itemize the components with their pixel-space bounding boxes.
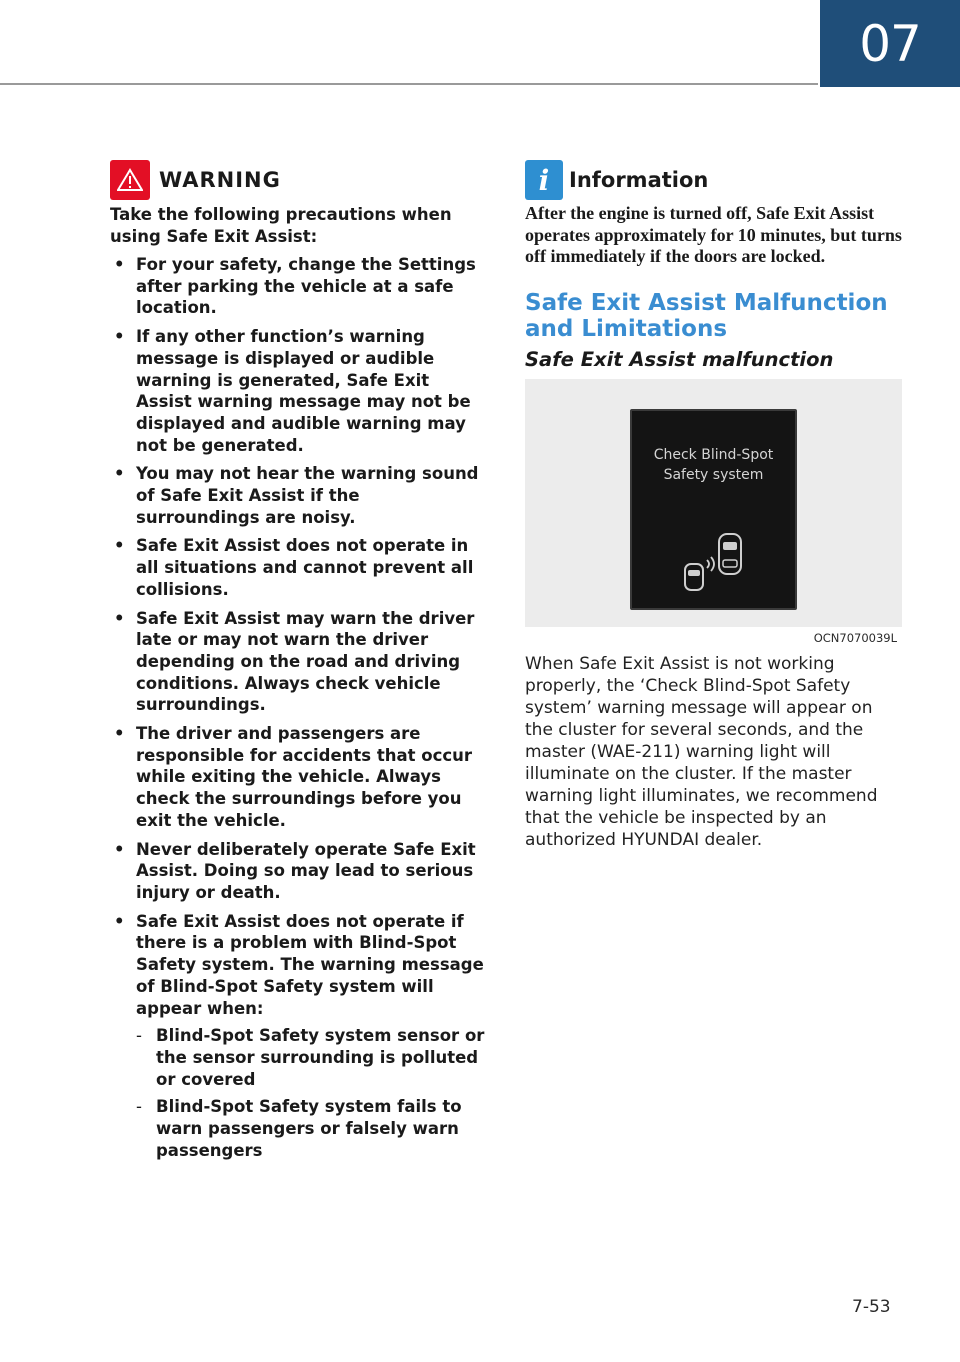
information-icon: i	[525, 160, 563, 200]
warning-icon	[110, 160, 150, 200]
page-number: 7-53	[852, 1297, 891, 1317]
sub-list-item: - Blind-Spot Safety system fails to warn passengers or falsely warn passengers	[136, 1096, 485, 1161]
cluster-display	[630, 409, 797, 610]
cluster-message-line2: Safety system	[663, 466, 764, 483]
list-item: • Safe Exit Assist may warn the driver late or may not warn the driver depending on the road and driving conditions. Always check vehicle surroundings.	[110, 608, 485, 717]
cluster-figure	[525, 379, 902, 627]
warning-column	[110, 160, 485, 1168]
warning-title: WARNING	[159, 168, 281, 192]
list-item: • Never deliberately operate Safe Exit Assist. Doing so may lead to serious injury or death.	[110, 839, 485, 904]
list-item: • Safe Exit Assist does not operate in all situations and cannot prevent all collisions.	[110, 535, 485, 600]
list-item: • If any other function’s warning message is displayed or audible warning is generated, Safe Exit Assist warning message may not be displayed and audible warning may not be generated.	[110, 326, 485, 456]
warning-intro: Take the following precautions when using Safe Exit Assist:	[110, 205, 452, 246]
blind-spot-cars-icon	[677, 526, 757, 596]
body-paragraph: When Safe Exit Assist is not working properly, the ‘Check Blind-Spot Safety system’ warning message will appear on the cluster for several seconds, and the master (WAE-211) warning light will illuminate on the cluster. If the master warning light illuminates, we recommend that the vehicle be inspected by an authorized HYUNDAI dealer.	[525, 653, 878, 850]
list-item: • You may not hear the warning sound of Safe Exit Assist if the surroundings are noisy.	[110, 463, 485, 528]
list-item-text: Safe Exit Assist does not operate if there is a problem with Blind-Spot Safety system. The warning message of Blind-Spot Safety system will appear when:	[136, 911, 484, 1018]
chapter-tab: 07	[820, 0, 960, 87]
section-subtitle: Safe Exit Assist malfunction	[525, 347, 834, 371]
warning-list	[110, 254, 485, 1161]
cluster-message-line1: Check Blind-Spot	[653, 446, 774, 463]
info-column	[525, 160, 905, 851]
list-item: • For your safety, change the Settings after parking the vehicle at a safe location.	[110, 254, 485, 319]
list-item: • The driver and passengers are responsible for accidents that occur while exiting the vehicle. Always check the surroundings before you exit the vehicle.	[110, 723, 485, 832]
header-rule	[0, 83, 818, 85]
warning-header	[110, 160, 485, 200]
sub-list-item: - Blind-Spot Safety system sensor or the sensor surrounding is polluted or covered	[136, 1025, 485, 1090]
cluster-message	[632, 445, 795, 485]
section-title: Safe Exit Assist Malfunction and Limitations	[525, 289, 888, 342]
figure-code: OCN7070039L	[813, 630, 897, 645]
information-body: After the engine is turned off, Safe Exit Assist operates approximately for 10 minutes, but turns off immediately if the doors are locked.	[525, 203, 902, 266]
information-header	[525, 160, 905, 200]
list-item-with-sublist	[110, 911, 485, 1162]
warning-sublist	[136, 1025, 485, 1161]
information-title: Information	[569, 168, 709, 192]
